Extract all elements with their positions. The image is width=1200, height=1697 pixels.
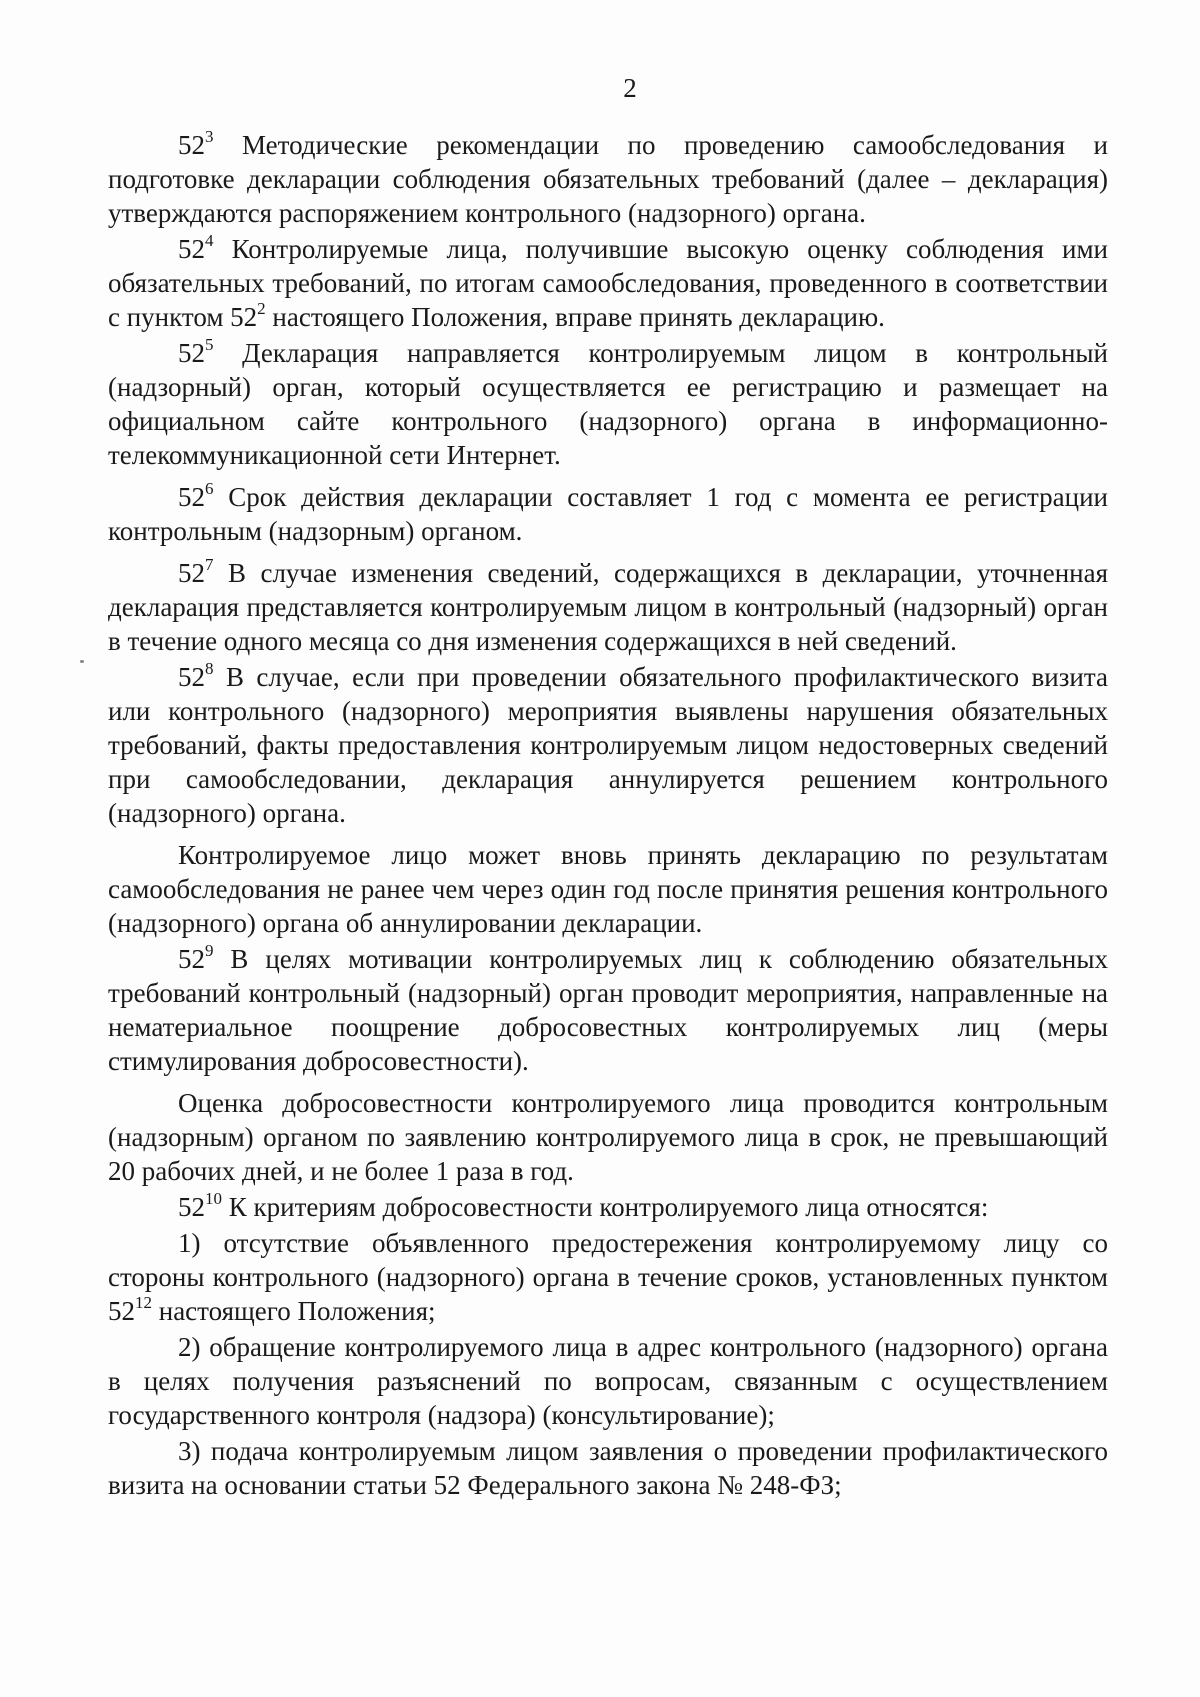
clause-number: 52 [178, 338, 205, 368]
clause-superscript: 3 [205, 127, 214, 146]
paragraph-text: К критериям добросовестности контролируемого лица относятся: [222, 1192, 989, 1222]
paragraph-assessment [108, 1086, 1108, 1188]
clause-superscript: 9 [205, 941, 214, 960]
list-item-text: 2) обращение контролируемого лица в адрес контрольного (надзорного) органа в целях получения разъяснений по вопросам, связанным с осуществлением государственного контроля (надзора) (консультирование); [108, 1332, 1108, 1430]
list-item-1 [108, 1226, 1108, 1328]
paragraph-text: Срок действия декларации составляет 1 год с момента ее регистрации контрольным (надзорным) органом. [108, 482, 1108, 546]
reference-superscript: 12 [135, 1293, 152, 1312]
paragraph-text: В целях мотивации контролируемых лиц к соблюдению обязательных требований контрольный (надзорный) орган проводит мероприятия, направленные на нематериальное поощрение добросовестных контролируемых лиц (меры стимулирования добросовестности). [108, 944, 1108, 1076]
list-item-3 [108, 1434, 1108, 1502]
clause-number: 52 [178, 558, 205, 588]
paragraph-52-7 [108, 556, 1108, 658]
clause-superscript: 8 [205, 659, 214, 678]
clause-superscript: 7 [205, 555, 214, 574]
clause-number: 52 [178, 482, 205, 512]
list-item-text: 3) подача контролируемым лицом заявления о проведении профилактического визита на основании статьи 52 Федерального закона № 248-ФЗ; [108, 1436, 1108, 1500]
paragraph-52-10 [108, 1190, 1108, 1224]
list-item-2 [108, 1330, 1108, 1432]
paragraph-text: Оценка добросовестности контролируемого лица проводится контрольным (надзорным) органом по заявлению контролируемого лица в срок, не превышающий 20 рабочих дней, и не более 1 раза в год. [108, 1088, 1108, 1186]
paragraph-52-6 [108, 480, 1108, 548]
page-number: 2 [623, 73, 637, 103]
document-body [108, 128, 1108, 1504]
scan-speck [80, 660, 84, 663]
paragraph-redeclaration [108, 838, 1108, 940]
list-item-text: 1) отсутствие объявленного предостережения контролируемому лицу со стороны контрольного (надзорного) органа в течение сроков, установленных пунктом 52 [108, 1228, 1108, 1326]
paragraph-text: Контролируемые лица, получившие высокую оценку соблюдения ими обязательных требований, по итогам самообследования, проведенного в соответствии с пунктом 52 [108, 234, 1108, 332]
paragraph-text: Методические рекомендации по проведению самообследования и подготовке декларации соблюдения обязательных требований (далее – декларация) утверждаются распоряжением контрольного (надзорного) органа. [108, 130, 1108, 228]
paragraph-52-8 [108, 660, 1108, 830]
clause-number: 52 [178, 1192, 205, 1222]
paragraph-text: В случае изменения сведений, содержащихся в декларации, уточненная декларация представляется контролируемым лицом в контрольный (надзорный) орган в течение одного месяца со дня изменения содержащихся в ней сведений. [108, 558, 1108, 656]
paragraph-text-continued: настоящего Положения, вправе принять декларацию. [265, 302, 885, 332]
paragraph-text: Декларация направляется контролируемым лицом в контрольный (надзорный) орган, который осуществляется ее регистрацию и размещает на официальном сайте контрольного (надзорного) органа в информационно-телекоммуникационной сети Интернет. [108, 338, 1108, 470]
list-item-text-continued: настоящего Положения; [152, 1296, 436, 1326]
paragraph-text: В случае, если при проведении обязательного профилактического визита или контрольного (надзорного) мероприятия выявлены нарушения обязательных требований, факты предоставления контролируемым лицом недостоверных сведений при самообследовании, декларация аннулируется решением контрольного (надзорного) органа. [108, 662, 1108, 828]
paragraph-52-3 [108, 128, 1108, 230]
clause-superscript: 6 [205, 479, 214, 498]
clause-number: 52 [178, 234, 205, 264]
paragraph-52-4 [108, 232, 1108, 334]
clause-superscript: 10 [205, 1189, 222, 1208]
paragraph-52-9 [108, 942, 1108, 1078]
clause-superscript: 4 [205, 231, 214, 250]
clause-number: 52 [178, 662, 205, 692]
clause-superscript: 5 [205, 335, 214, 354]
paragraph-52-5 [108, 336, 1108, 472]
clause-number: 52 [178, 944, 205, 974]
reference-superscript: 2 [257, 299, 266, 318]
paragraph-text: Контролируемое лицо может вновь принять декларацию по результатам самообследования не ранее чем через один год после принятия решения контрольного (надзорного) органа об аннулировании декларации. [108, 840, 1108, 938]
clause-number: 52 [178, 130, 205, 160]
